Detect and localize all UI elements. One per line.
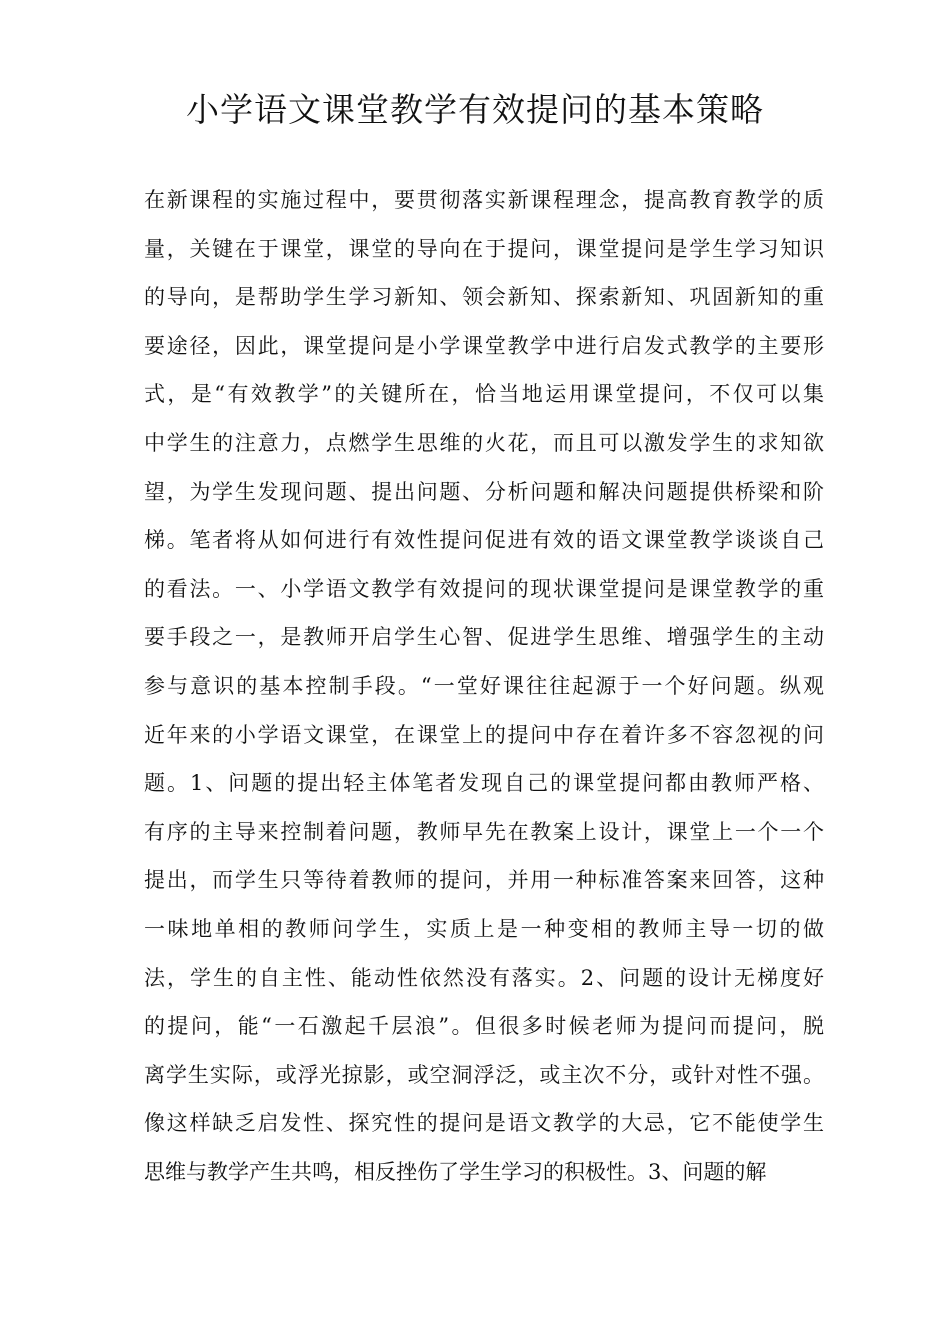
body-line: 式，是“有效教学”的关键所在，恰当地运用课堂提问，不仅可以集 <box>144 382 824 407</box>
body-line: 提出，而学生只等待着教师的提问，并用一种标准答案来回答，这种 <box>144 868 824 893</box>
body-line: 在新课程的实施过程中，要贯彻落实新课程理念，提高教育教学的质 <box>144 188 824 212</box>
body-line: 思维与教学产生共鸣，相反挫伤了学生学习的积极性。3、问题的解 <box>144 1159 767 1184</box>
body-line: 像这样缺乏启发性、探究性的提问是语文教学的大忌，它不能使学生 <box>144 1111 824 1136</box>
body-line: 有序的主导来控制着问题，教师早先在教案上设计，课堂上一个一个 <box>144 819 824 844</box>
body-line: 的看法。一、小学语文教学有效提问的现状课堂提问是课堂教学的重 <box>144 576 824 601</box>
document-body <box>144 176 824 1196</box>
body-line: 一味地单相的教师问学生，实质上是一种变相的教师主导一切的做 <box>144 916 824 941</box>
body-line: 要手段之一，是教师开启学生心智、促进学生思维、增强学生的主动 <box>144 625 824 650</box>
body-line: 梯。笔者将从如何进行有效性提问促进有效的语文课堂教学谈谈自己 <box>144 528 824 553</box>
body-line: 要途径，因此，课堂提问是小学课堂教学中进行启发式教学的主要形 <box>144 333 824 358</box>
body-line: 望，为学生发现问题、提出问题、分析问题和解决问题提供桥梁和阶 <box>144 479 824 504</box>
document-title: 小学语文课堂教学有效提问的基本策略 <box>186 90 764 129</box>
body-line: 参与意识的基本控制手段。“一堂好课往往起源于一个好问题。纵观 <box>144 673 824 698</box>
body-line: 的导向，是帮助学生学习新知、领会新知、探索新知、巩固新知的重 <box>144 285 824 310</box>
body-line: 法，学生的自主性、能动性依然没有落实。2、问题的设计无梯度好 <box>144 965 824 990</box>
body-line: 离学生实际，或浮光掠影，或空洞浮泛，或主次不分，或针对性不强。 <box>144 1062 824 1087</box>
body-line: 近年来的小学语文课堂，在课堂上的提问中存在着许多不容忽视的问 <box>144 722 824 747</box>
body-line: 中学生的注意力，点燃学生思维的火花，而且可以激发学生的求知欲 <box>144 430 824 455</box>
body-line: 的提问，能“一石激起千层浪”。但很多时候老师为提问而提问，脱 <box>144 1014 824 1039</box>
body-line: 题。1、问题的提出轻主体笔者发现自己的课堂提问都由教师严格、 <box>144 771 824 796</box>
body-line: 量，关键在于课堂，课堂的导向在于提问，课堂提问是学生学习知识 <box>144 236 824 261</box>
